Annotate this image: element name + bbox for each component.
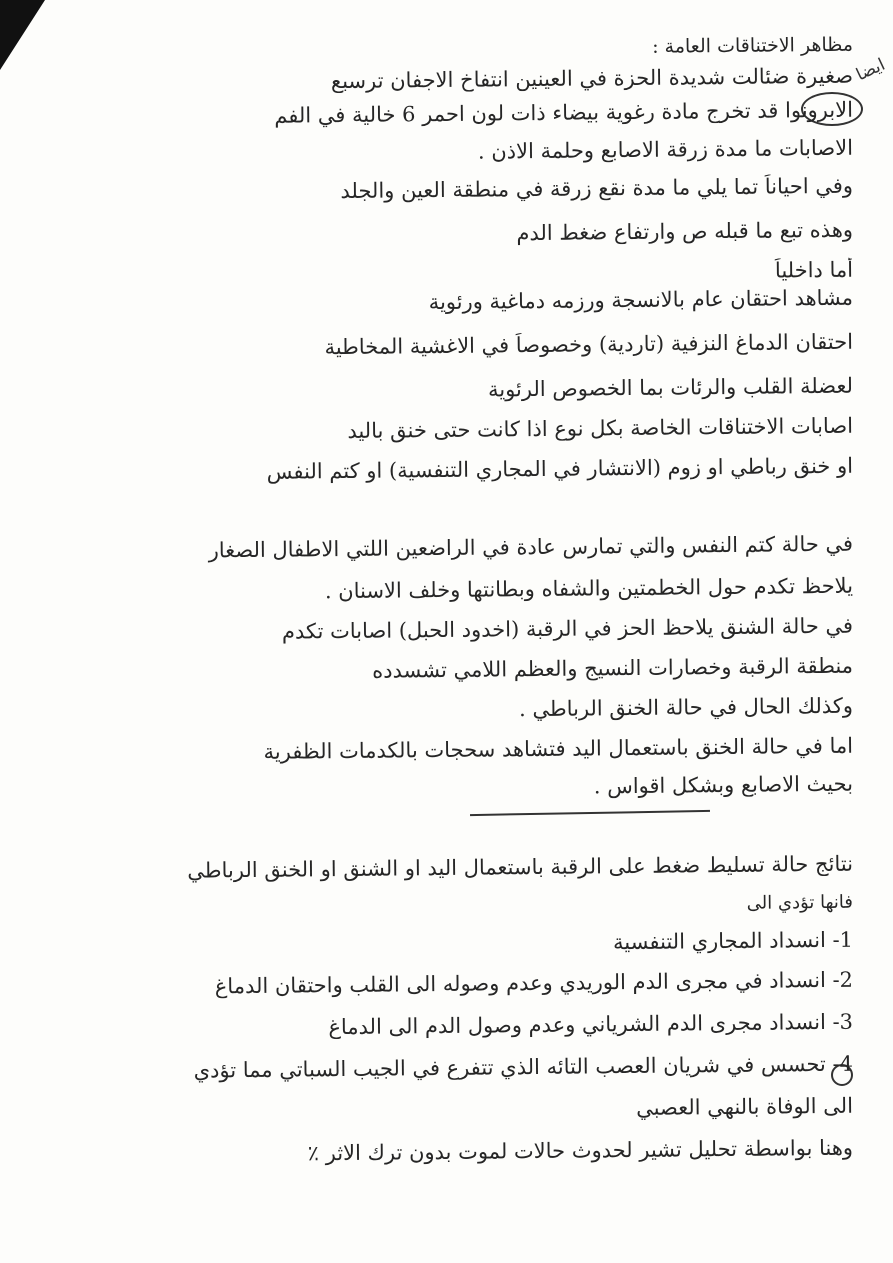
text-line: بحيث الاصابع وبشكل اقواس .: [593, 771, 854, 799]
text-line: الاصابات ما مدة زرقة الاصابع وحلمة الاذن .: [477, 135, 854, 164]
text-line: وفي احياناً تما يلي ما مدة نقع زرقة في منطقة العين والجلد: [340, 173, 854, 204]
text-line: فانها تؤدي الى: [746, 891, 854, 914]
text-line: 1- انسداد المجاري التنفسية: [612, 927, 854, 955]
text-line: يلاحظ تكدم حول الخطمتين والشفاه وبطانتها وخلف الاسنان .: [324, 573, 854, 604]
text-line: منطقة الرقبة وخصارات النسيج والعظم اللامي تشسدده: [372, 653, 854, 683]
text-line: احتقان الدماغ النزفية (تاردية) وخصوصاً في الاغشية المخاطية: [324, 329, 854, 360]
text-line: او خنق رباطي او زوم (الانتشار في المجاري التنفسية) او كتم النفس: [266, 453, 854, 484]
margin-note: ايضا: [852, 54, 888, 86]
text-line: 2- انسداد في مجرى الدم الوريدي وعدم وصوله الى القلب واحتقان الدماغ: [214, 967, 854, 999]
text-line: نتائج حالة تسليط ضغط على الرقبة باستعمال اليد او الشنق او الخنق الرباطي: [187, 851, 854, 883]
text-line: وكذلك الحال في حالة الخنق الرباطي .: [518, 693, 854, 722]
text-line: الى الوفاة بالنهي العصبي: [635, 1093, 854, 1120]
underline-stroke: [470, 810, 710, 816]
text-line: اما في حالة الخنق باستعمال اليد فتشاهد سحجات بالكدمات الظفرية: [263, 733, 854, 764]
text-line: صغيرة ضئالت شديدة الحزة في العينين انتفاخ الاجفان ترسبع: [330, 63, 854, 94]
text-line: الابرونوا قد تخرج مادة رغوية بيضاء ذات لون احمر 6 خالية في الفم: [274, 97, 854, 128]
text-line: لعضلة القلب والرئات بما الخصوص الرئوية: [487, 373, 854, 402]
text-line: في حالة الشنق يلاحظ الحز في الرقبة (اخدود الحبل) اصابات تكدم: [281, 613, 854, 644]
text-line-title: مظاهر الاختناقات العامة :: [652, 33, 854, 58]
text-line-faint: [30, 1174, 853, 1183]
text-line: 3- انسداد مجرى الدم الشرياني وعدم وصول الدم الى الدماغ: [328, 1009, 854, 1040]
text-line: أما داخلياً: [774, 257, 854, 283]
text-line: اصابات الاختناقات الخاصة بكل نوع اذا كانت حتى خنق باليد: [347, 413, 854, 443]
text-line: 4- تحسس في شريان العصب التائه الذي تتفرع في الجيب السباتي مما تؤدي: [193, 1051, 854, 1083]
text-line: وهذه تبع ما قبله ص وارتفاع ضغط الدم: [516, 217, 854, 246]
text-line: مشاهد احتقان عام بالانسجة ورزمه دماغية ورئوية: [428, 285, 854, 315]
text-line: وهنا بواسطة تحليل تشير لحدوث حالات لموت بدون ترك الاثر ٪: [307, 1135, 854, 1166]
text-line: في حالة كتم النفس والتي تمارس عادة في الراضعين اللتي الاطفال الصغار: [208, 531, 854, 563]
